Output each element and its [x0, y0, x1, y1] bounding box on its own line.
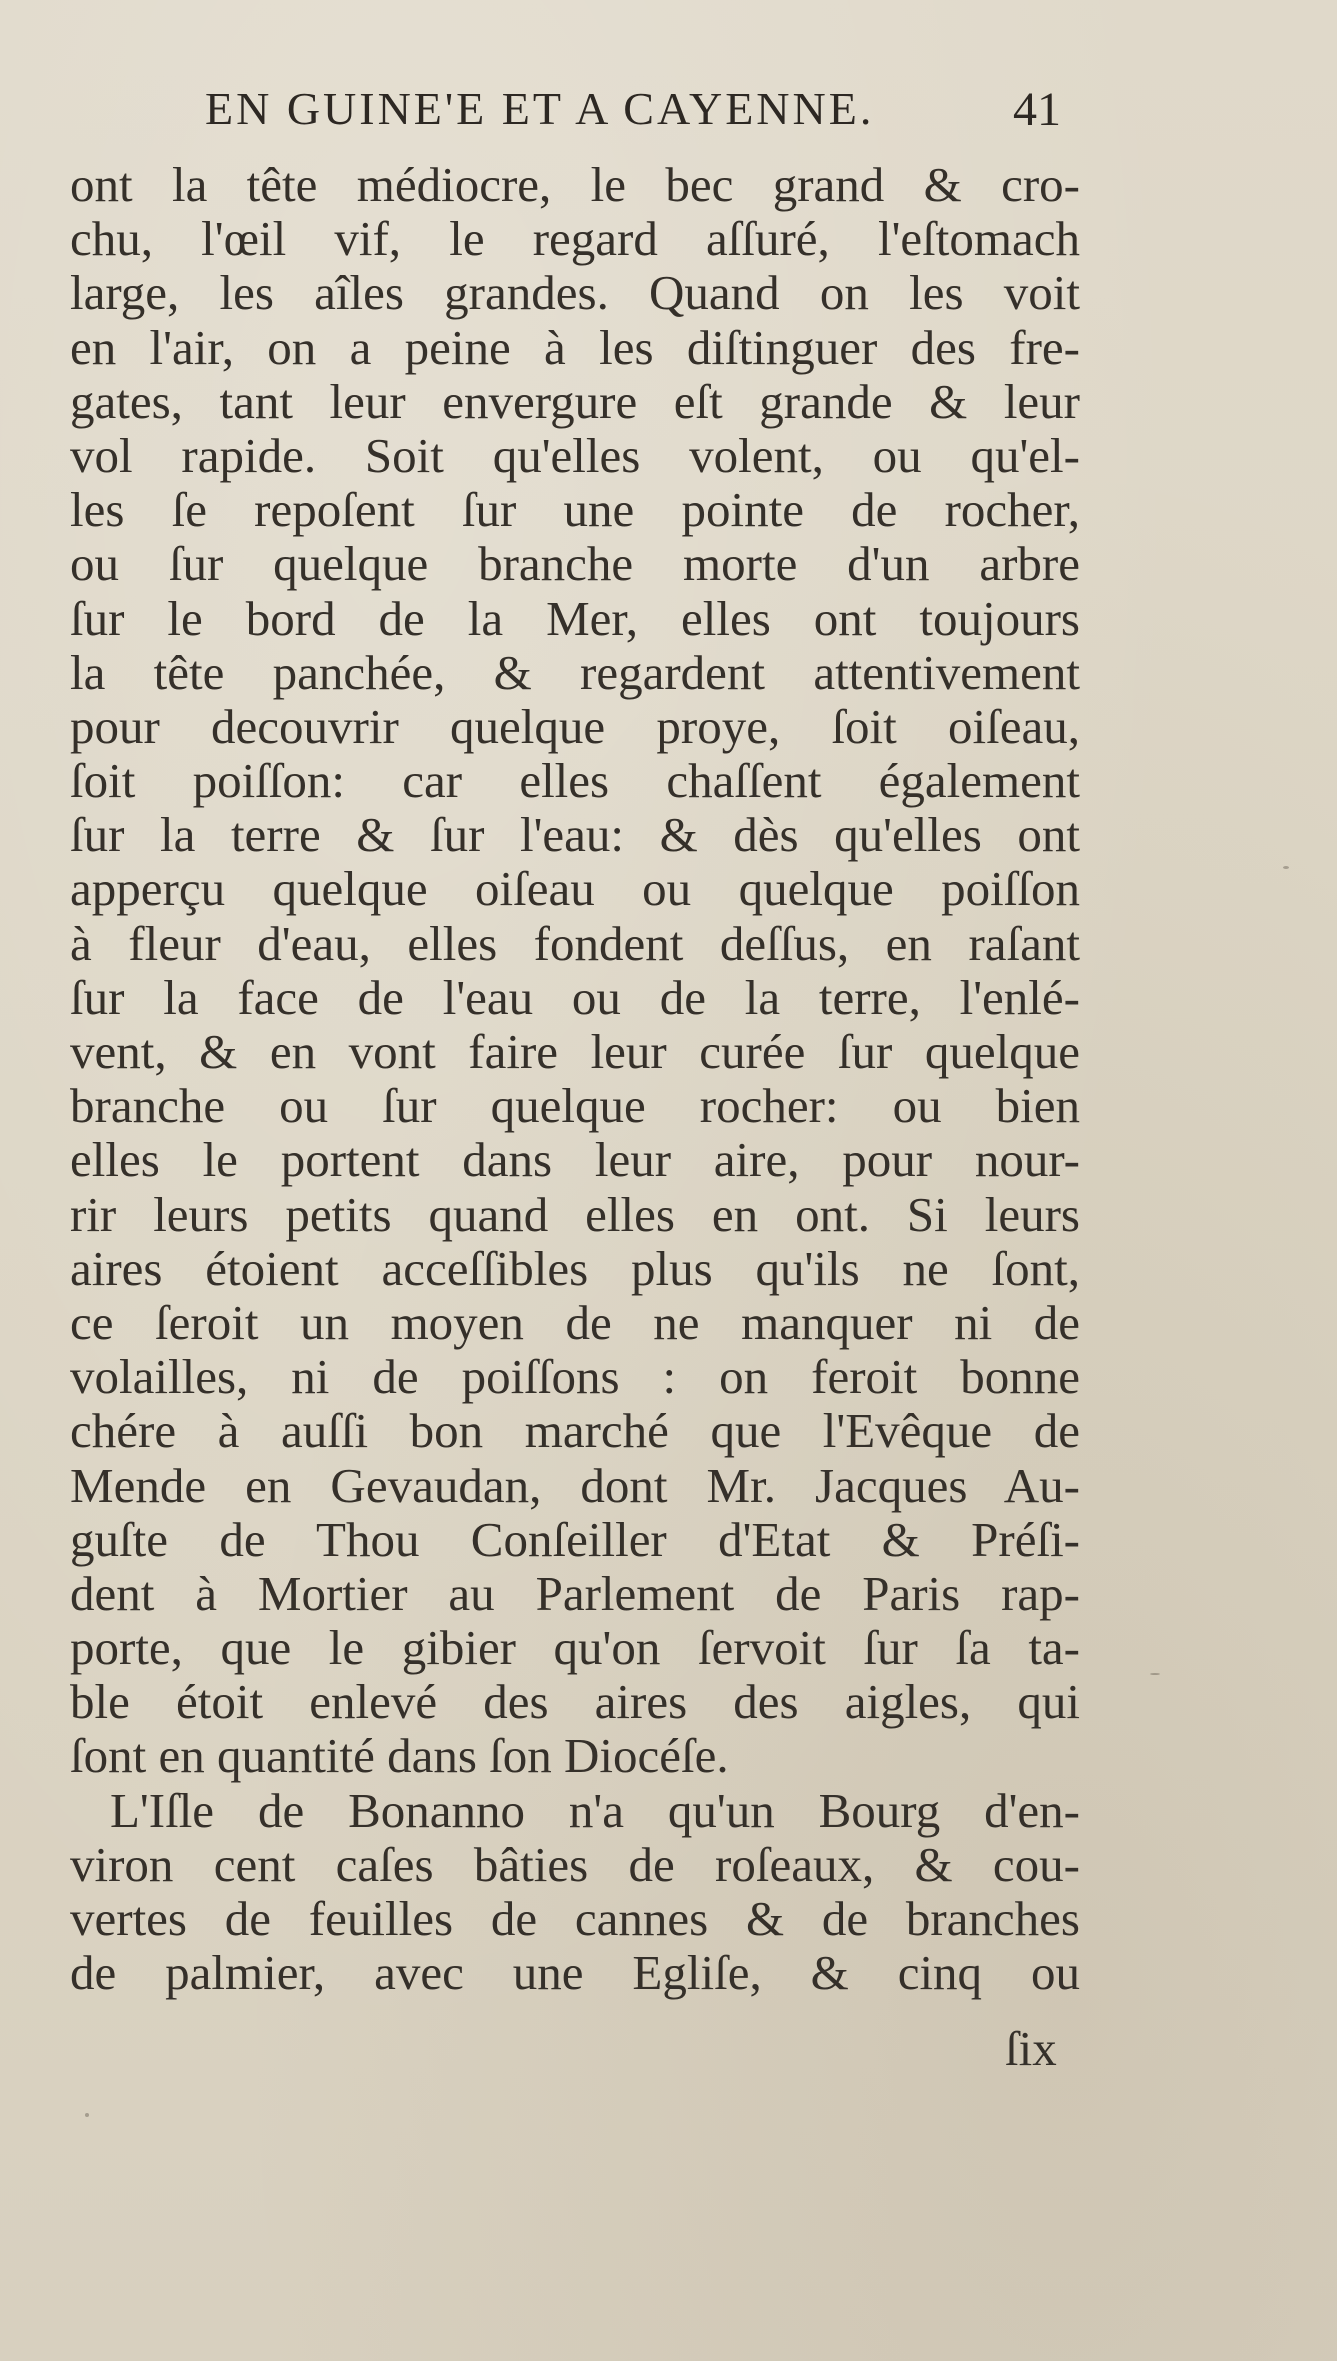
text-line: vent, & en vont faire leur curée ſur quelque — [70, 1025, 1080, 1079]
page-number: 41 — [1013, 83, 1061, 136]
text-line: chu, l'œil vif, le regard aſſuré, l'eſtomach — [70, 212, 1080, 267]
paper-speck — [1150, 1673, 1160, 1675]
text-line: chére à auſſi bon marché que l'Evêque de — [70, 1404, 1080, 1459]
text-line: les ſe repoſent ſur une pointe de rocher, — [70, 483, 1080, 538]
text-line: vertes de feuilles de cannes & de branches — [70, 1892, 1080, 1946]
text-line: ble étoit enlevé des aires des aigles, qui — [70, 1675, 1080, 1730]
text-line: rir leurs petits quand elles en ont. Si leurs — [70, 1187, 1080, 1242]
text-line: de palmier, avec une Egliſe, & cinq ou — [70, 1946, 1080, 2001]
text-line: dent à Mortier au Parlement de Paris rap- — [70, 1566, 1080, 1621]
text-line: elles le portent dans leur aire, pour nour- — [70, 1133, 1080, 1188]
text-line: ont la tête médiocre, le bec grand & cro- — [70, 158, 1080, 212]
paragraph-start-line: L'Iſle de Bonanno n'a qu'un Bourg d'en- — [110, 1783, 1080, 1838]
text-line: apperçu quelque oiſeau ou quelque poiſſon — [70, 862, 1080, 917]
text-line: ſur le bord de la Mer, elles ont toujours — [70, 591, 1080, 646]
catchword: ſix — [1005, 2021, 1057, 2076]
text-line: viron cent caſes bâties de roſeaux, & cou- — [70, 1837, 1080, 1892]
text-line: ou ſur quelque branche morte d'un arbre — [70, 537, 1080, 592]
paper-speck — [1283, 866, 1289, 869]
running-head-title: EN GUINE'E ET A CAYENNE. — [205, 83, 875, 134]
text-line: aires étoient acceſſibles plus qu'ils ne ſont, — [70, 1241, 1080, 1296]
text-line: large, les aîles grandes. Quand on les voit — [70, 266, 1080, 321]
body-text — [70, 158, 1080, 2000]
text-line: ce ſeroit un moyen de ne manquer ni de — [70, 1295, 1080, 1350]
text-line: ſur la terre & ſur l'eau: & dès qu'elles ont — [70, 808, 1080, 863]
text-line: porte, que le gibier qu'on ſervoit ſur ſa ta- — [70, 1621, 1080, 1676]
paper-speck — [85, 2113, 89, 2117]
text-line: à fleur d'eau, elles fondent deſſus, en raſant — [70, 916, 1080, 971]
text-line: vol rapide. Soit qu'elles volent, ou qu'el- — [70, 428, 1080, 483]
text-line: guſte de Thou Conſeiller d'Etat & Préſi- — [70, 1512, 1080, 1567]
text-line: ſont en quantité dans ſon Diocéſe. — [70, 1729, 729, 1784]
text-line: volailles, ni de poiſſons : on feroit bonne — [70, 1350, 1080, 1405]
text-line: ſoit poiſſon: car elles chaſſent également — [70, 754, 1080, 809]
text-line: ſur la face de l'eau ou de la terre, l'enlé- — [70, 970, 1080, 1025]
text-line: en l'air, on a peine à les diſtinguer des fre- — [70, 320, 1080, 375]
running-head — [0, 82, 1337, 142]
text-line: Mende en Gevaudan, dont Mr. Jacques Au- — [70, 1458, 1080, 1513]
text-line: pour decouvrir quelque proye, ſoit oiſeau, — [70, 699, 1080, 754]
text-line: la tête panchée, & regardent attentivement — [70, 645, 1080, 700]
text-line: branche ou ſur quelque rocher: ou bien — [70, 1079, 1080, 1134]
text-line: gates, tant leur envergure eſt grande & leur — [70, 374, 1080, 429]
